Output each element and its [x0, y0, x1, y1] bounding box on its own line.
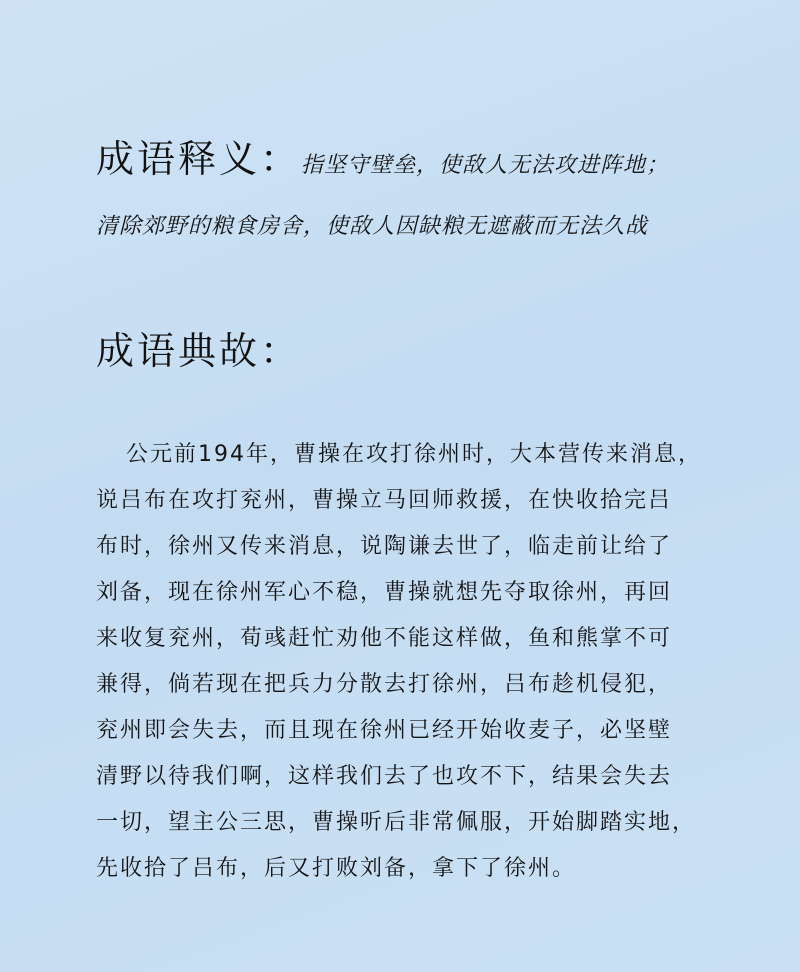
story-line: 先收拾了吕布，后又打败刘备，拿下了徐州。	[96, 856, 577, 881]
definition-section	[96, 128, 776, 240]
story-line: 布时，徐州又传来消息，说陶谦去世了，临走前让给了	[96, 534, 673, 559]
story-line: 兖州即会失去，而且现在徐州已经开始收麦子，必坚壁	[96, 718, 673, 743]
story-line: 说吕布在攻打兖州，曹操立马回师救援，在快收拾完吕	[96, 488, 673, 513]
allusion-story	[96, 432, 744, 892]
definition-first-line	[96, 128, 776, 183]
story-line: 来收复兖州，荀彧赶忙劝他不能这样做，鱼和熊掌不可	[96, 626, 673, 651]
story-line: 刘备，现在徐州军心不稳，曹操就想先夺取徐州，再回	[96, 580, 673, 605]
story-line: 清野以待我们啊，这样我们去了也攻不下，结果会失去	[96, 764, 673, 789]
definition-text-line2: 清除郊野的粮食房舍，使敌人因缺粮无遮蔽而无法久战	[96, 214, 649, 239]
definition-heading: 成语释义：	[96, 137, 302, 181]
story-line: 一切，望主公三思，曹操听后非常佩服，开始脚踏实地，	[96, 810, 697, 835]
story-line: 兼得，倘若现在把兵力分散去打徐州，吕布趁机侵犯，	[96, 672, 673, 697]
story-line: 公元前194年，曹操在攻打徐州时，大本营传来消息，	[126, 442, 702, 467]
allusion-heading: 成语典故：	[96, 329, 302, 373]
definition-text-line1: 指坚守壁垒，使敌人无法攻进阵地；	[301, 153, 670, 178]
